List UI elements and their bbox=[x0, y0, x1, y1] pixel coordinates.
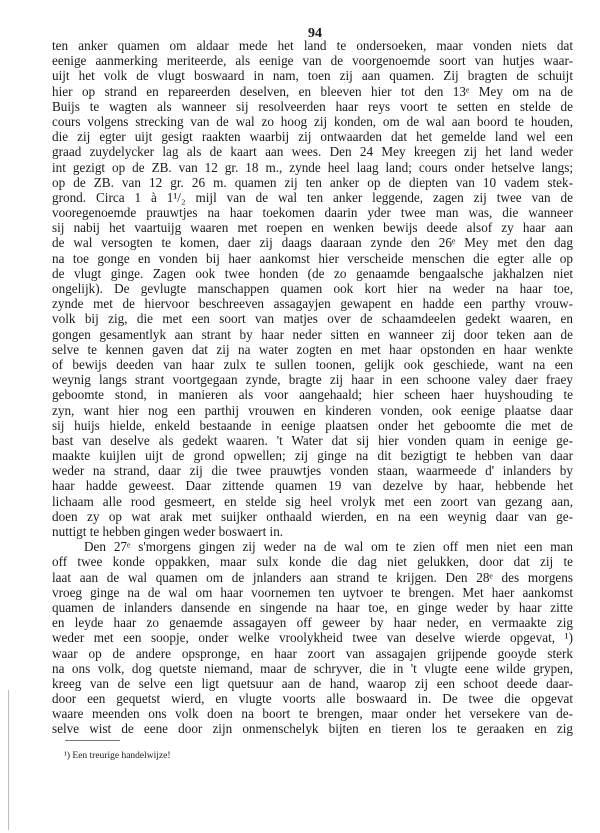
text-line: de wal versogten te komen, daer zij daags daaraan zynde den 26ᵉ Mey met den dag bbox=[52, 235, 573, 251]
page-number: 94 bbox=[308, 26, 322, 41]
text-line: off twee konde oppakken, maar sulx konde die dag niet gelukken, door dat zij te bbox=[52, 554, 573, 570]
text-line: doen zy op wat arak met suijker onthaald wierden, en na een weynig daar van ge- bbox=[52, 508, 573, 524]
text-line: sij huijs hielde, enkeld bestaande in eenige plaatsen onder het geboomte die met de bbox=[52, 417, 573, 433]
text-line: selve wist de eene door zijn onmenschelyk bijten en tieren los te geraaken en zig bbox=[52, 721, 573, 737]
text-line: hier op strand en repareerden deselven, en bleeven hier tot den 13ᵉ Mey om na de bbox=[52, 83, 573, 99]
text-line: Den 27ᵉ s'morgens gingen zij weder na de wal om te zien off men niet een man bbox=[84, 539, 573, 555]
text-line: quamen de inlanders dansende en singende na haar toe, en ginge weder by haar zitte bbox=[52, 599, 573, 615]
text-line: nuttigt te hebben gingen weder boswaert in. bbox=[52, 524, 284, 539]
footnote-divider bbox=[65, 740, 120, 741]
text-line: sij nabij het vaartuijg waaren met roepen en wenken bewijs deede alsof zy haar aan bbox=[52, 220, 573, 236]
text-line: vroeg ginge na de wal om haar voornemen ten uytvoer te brengen. Met haer aankomst bbox=[52, 584, 573, 600]
footnote: ¹) Een treurige handelwijze! bbox=[64, 751, 171, 761]
text-line: op de ZB. van 12 gr. 26 m. quamen zij ten anker op de diepten van 10 vadem stek- bbox=[52, 174, 573, 190]
text-line: geboomte stond, in manieren als voor aangehaald; hier scheen haer huyshouding te bbox=[52, 387, 573, 403]
text-line: zyn, want hier nog een parthij vrouwen en kinderen vonden, ook eenige plaatse daar bbox=[52, 402, 573, 418]
text-line: haar hadde geweest. Daar zittende quamen 19 van dezelve by haar, hebbende het bbox=[52, 478, 573, 494]
text-line: grond. Circa 1 à 1¹/₂ mijl van de wal ten anker leggende, zagen zij twee van de bbox=[52, 189, 573, 205]
text-line: die zij egter uijt gesigt raakten waarbij zij ontwaarden dat het gemelde land wel een bbox=[52, 129, 573, 145]
text-line: lichaam alle rood gesmeert, en stelde sig heel vrolyk met een zoort van gezang aan, bbox=[52, 493, 573, 509]
text-line: en leyde haar zo genaemde assagayen off geweer by haar neder, en vermaakte zig bbox=[52, 615, 573, 631]
text-line: weder met een soopje, onder welke vroolykheid twee van deselve wierde opgevat, ¹) bbox=[52, 630, 573, 646]
text-line: selve te kennen gaven dat zij na water zogten en met haar opstonden en haar wenkte bbox=[52, 341, 573, 357]
text-line: gongen gesamentlyk aan strant by haar neder sitten en wanneer zij door teken aan de bbox=[52, 326, 573, 342]
text-line: volk bij zig, die met een soort van matjes over de schaamdeelen gedekt waaren, en bbox=[52, 311, 573, 327]
text-line: weder na strand, daar zij die twee prauwtjes vonden staan, waarmeede d' inlanders by bbox=[52, 463, 573, 479]
text-line: eenige aanmerking meriteerde, als eenige van de voorgenoemde soort van hutjes waar- bbox=[52, 53, 573, 69]
text-line: uijt het volk de vlugt boswaard in nam, toen zij aan quamen. Zij bragten de schuijt bbox=[52, 68, 573, 84]
text-line: ten anker quamen om aldaar mede het land te ondersoeken, maar vonden niets dat bbox=[52, 38, 573, 53]
text-line: maakte kuijlen uijt de grond opwellen; zij ginge na dit bezigtigt te hebben van daar bbox=[52, 448, 573, 464]
text-line: zynde met de hiervoor beschreeven assagayjen gewapent en hadde een parthy vrouw- bbox=[52, 296, 573, 312]
text-line: na toe gonge en vonden bij haer aankomst hier verscheide menschen die egter alle op bbox=[52, 250, 573, 266]
text-line: de vlugt ginge. Zagen ook twee honden (de zo genaamde bengaalsche jakhalzen niet bbox=[52, 265, 573, 281]
text-line: na ons volk, dog quetste niemand, maar de schryver, die in 't vlugte eene wilde grypen, bbox=[52, 660, 573, 676]
text-line: vooregenoemde prauwtjes na haar toekomen daarin yder twee man was, die wanneer bbox=[52, 205, 573, 221]
text-line: laat aan de wal quamen om de jnlanders aan strand te krijgen. Den 28ᵉ des morgens bbox=[52, 569, 573, 585]
text-line: door een gequetst wierd, en vlugte voorts alle boswaard in. De twee die opgevat bbox=[52, 691, 573, 707]
text-line: bast van deselve als gedekt waaren. 't Water dat sij hier vonden quam in eenige ge- bbox=[52, 432, 573, 448]
scan-edge-mark bbox=[8, 690, 9, 830]
text-line: Buijs te wagten als wanneer sij resolveerden haar reys voort te setten en stelde de bbox=[52, 98, 573, 114]
text-line: cours volgens strecking van de wal zo hoog zij konden, om de wal aan boord te houden, bbox=[52, 113, 573, 129]
text-line: ongelijk). De gevlugte manschappen quamen ook kort hier na weder na haar toe, bbox=[52, 281, 573, 296]
text-line: graad zuydelycker lag als de kaart aan wees. Den 24 Mey kreegen zij het land weder bbox=[52, 144, 573, 160]
text-line: waar op de andere opspronge, en haar zoort van assagajen grijpende gooyde sterk bbox=[52, 645, 573, 661]
text-line: kreeg van de selve een ligt quetsuur aan de hand, waarop zij een schoot deede daar- bbox=[52, 675, 573, 691]
body-text bbox=[52, 38, 573, 737]
text-line: weynig langs strant voortgegaan zynde, bragte zij haar in een schoone valey daer fraey bbox=[52, 372, 573, 388]
text-line: int gezigt op de ZB. van 12 gr. 18 m., zynde heel laag land; cours onder hetselve langs; bbox=[52, 159, 573, 175]
text-line: of bewijs deeden van haar zulx te sullen toonen, gelijk ook geschiede, want na een bbox=[52, 356, 573, 372]
text-line: waare meenden ons volk doen na boort te brengen, maar onder het versekere van de- bbox=[52, 706, 573, 722]
